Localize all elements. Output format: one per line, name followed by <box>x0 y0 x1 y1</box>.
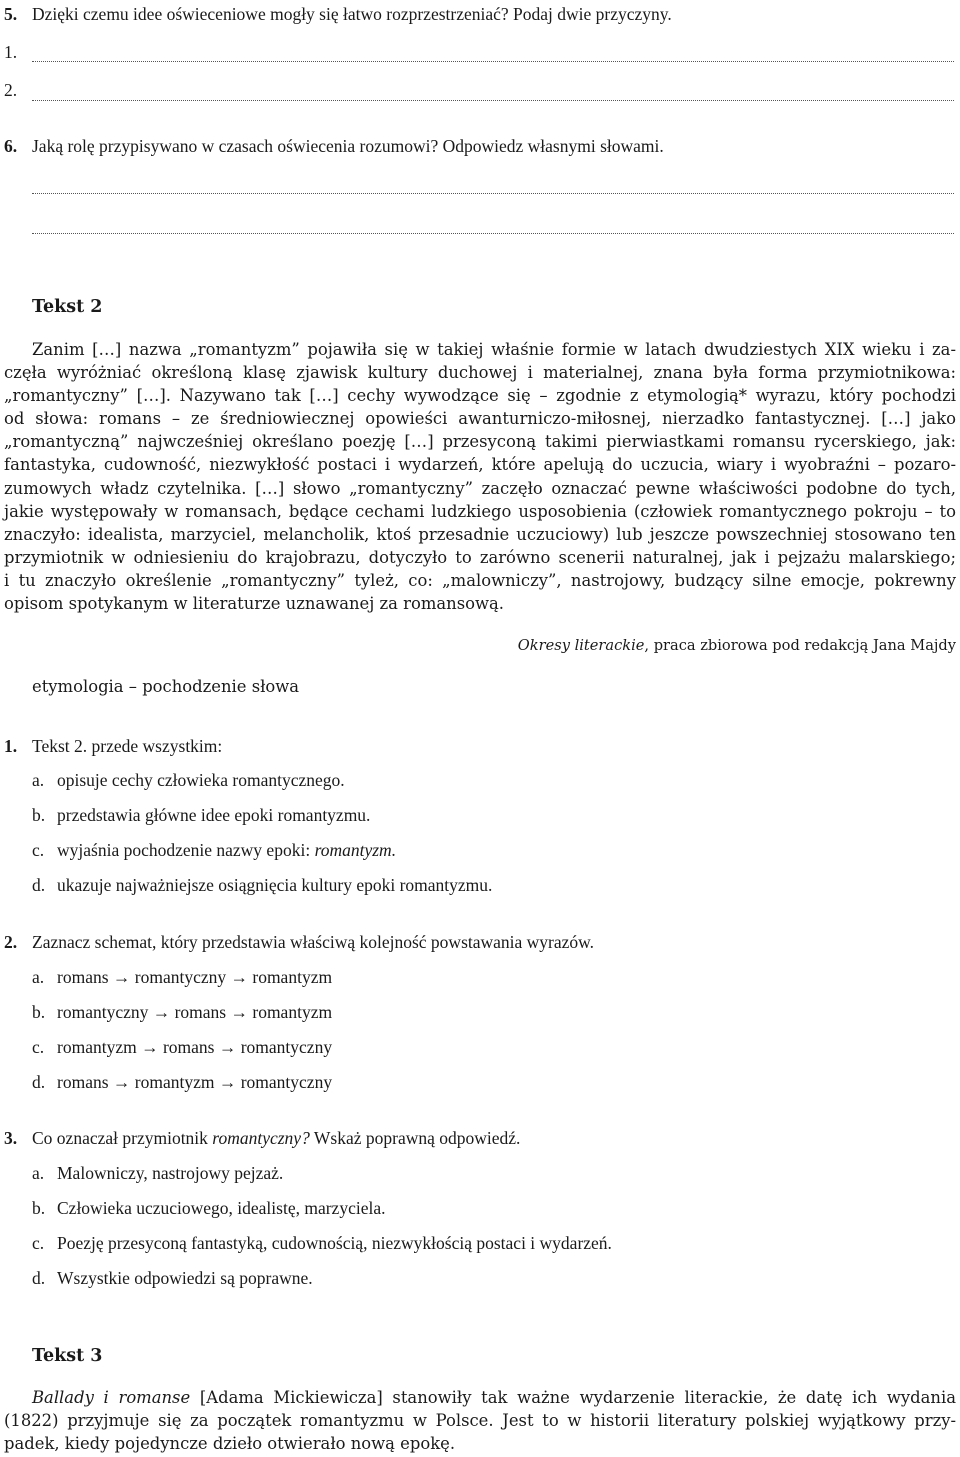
tekst3-heading: Tekst 3 <box>32 1346 103 1366</box>
option-letter[interactable]: b. <box>32 805 46 825</box>
text-line: fantastyka, cudowność, niezwykłość postaci i wydarzeń, które apelują do uczucia, wiary i wyobraźni – pozaro- <box>4 455 956 475</box>
question-3-text-italic: romantyczny? <box>212 1128 310 1148</box>
option-text[interactable]: Malowniczy, nastrojowy pejzaż. <box>57 1163 284 1183</box>
option-text[interactable]: romantyzm → romans → romantyczny <box>57 1037 333 1057</box>
option-letter[interactable]: a. <box>32 1163 45 1183</box>
option-text-italic: romantyzm. <box>314 840 397 860</box>
source-rest: , praca zbiorowa pod redakcją Jana Majdy <box>644 637 956 654</box>
option-letter[interactable]: d. <box>32 875 46 895</box>
option-letter[interactable]: a. <box>32 770 45 790</box>
text-line: przymiotnik w odniesieniu do krajobrazu, dotyczyło to zarówno scenerii naturalnej, jak i pejzażu malarskiego; <box>4 547 956 567</box>
option-letter[interactable]: c. <box>32 840 45 860</box>
q5-number: 5. <box>4 4 18 24</box>
source-citation <box>518 637 956 654</box>
tekst2-heading: Tekst 2 <box>32 297 103 317</box>
text-line: opisom spotykanym w literaturze uznawanej za romansową. <box>4 594 505 614</box>
option-letter[interactable]: b. <box>32 1198 46 1218</box>
option-letter[interactable]: b. <box>32 1002 46 1022</box>
text-line: jakie występowały w romansach, będące cechami ludzkiego usposobienia (człowiek romantycznego pokroju – to <box>4 501 956 521</box>
option-letter[interactable]: d. <box>32 1268 46 1288</box>
question-3-text-after: Wskaż poprawną odpowiedź. <box>309 1128 521 1148</box>
option-text[interactable]: romans → romantyzm → romantyczny <box>57 1072 333 1092</box>
option-text[interactable]: romantyczny → romans → romantyzm <box>57 1002 333 1022</box>
question-3-number: 3. <box>4 1128 18 1148</box>
text-line: „romantyczną” najwcześniej określano poezję […] przesyconą takimi pierwiastkami romansu rycerskiego, jak: <box>4 432 956 452</box>
question-2-text: Zaznacz schemat, który przedstawia właściwą kolejność powstawania wyrazów. <box>32 932 595 952</box>
q5-line2-label: 2. <box>4 80 18 100</box>
tekst3-italic-title: Ballady i romanse <box>32 1388 191 1407</box>
q5-text: Dzięki czemu idee oświeceniowe mogły się łatwo rozprzestrzeniać? Podaj dwie przyczyny. <box>32 4 672 24</box>
text-line: padek, kiedy pojedyncze dzieło otwierało nową epokę. <box>4 1434 456 1454</box>
source-title: Okresy literackie <box>517 637 645 654</box>
text-line: od słowa: romans – ze średniowiecznej opowieści awanturniczo-miłosnej, nierzadko fantastycznej. […] jako <box>4 409 956 429</box>
option-letter[interactable]: c. <box>32 1037 45 1057</box>
question-3-text <box>32 1128 520 1149</box>
option-text[interactable]: Wszystkie odpowiedzi są poprawne. <box>57 1268 313 1288</box>
answer-line[interactable] <box>32 100 954 101</box>
answer-line[interactable] <box>32 61 954 62</box>
q5-line1-label: 1. <box>4 42 18 62</box>
tekst3-paragraph <box>4 1386 956 1455</box>
option-text[interactable]: opisuje cechy człowieka romantycznego. <box>57 770 345 790</box>
q6-number: 6. <box>4 136 18 156</box>
option-text-plain: wyjaśnia pochodzenie nazwy epoki: <box>57 840 315 860</box>
option-text[interactable]: Człowieka uczuciowego, idealistę, marzyciela. <box>57 1198 386 1218</box>
option-text[interactable]: ukazuje najważniejsze osiągnięcia kultury epoki romantyzmu. <box>57 875 493 895</box>
answer-line[interactable] <box>32 193 954 194</box>
q6-text: Jaką rolę przypisywano w czasach oświecenia rozumowi? Odpowiedz własnymi słowami. <box>32 136 664 156</box>
option-text[interactable]: Poezję przesyconą fantastyką, cudownością, niezwykłością postaci i wydarzeń. <box>57 1233 612 1253</box>
tekst2-paragraph <box>4 338 956 615</box>
option-letter[interactable]: a. <box>32 967 45 987</box>
answer-line[interactable] <box>32 233 954 234</box>
question-2-number: 2. <box>4 932 18 952</box>
text-line <box>4 1386 956 1409</box>
option-text[interactable]: przedstawia główne idee epoki romantyzmu. <box>57 805 371 825</box>
option-text[interactable] <box>57 840 396 861</box>
question-1-text: Tekst 2. przede wszystkim: <box>32 736 223 756</box>
text-line-rest: [Adama Mickiewicza] stanowiły tak ważne wydarzenie literackie, że datę ich wydania <box>190 1388 956 1407</box>
text-line: znaczyło: idealista, marzyciel, melancholik, ktoś przesadnie uczuciowy) lub jeszcze powszechniej stosowano ten <box>4 524 956 544</box>
text-line: zumowych władz czytelnika. […] słowo „romantyczny” zaczęło oznaczać pewne właściwości podobne do tych, <box>4 478 956 498</box>
question-1-number: 1. <box>4 736 18 756</box>
footnote: etymologia – pochodzenie słowa <box>32 677 300 696</box>
option-letter[interactable]: d. <box>32 1072 46 1092</box>
text-line: częła wyróżniać określoną klasę zjawisk kultury duchowej i materialnej, znana była forma przymiotnikowa: <box>4 363 956 383</box>
option-letter[interactable]: c. <box>32 1233 45 1253</box>
text-line: Zanim […] nazwa „romantyzm” pojawiła się w takiej właśnie formie w latach dwudziestych XIX wieku i za- <box>32 340 956 359</box>
text-line: „romantyczny” […]. Nazywano tak […] cechy wywodzące się – zgodnie z etymologią* wyrazu, który pochodzi <box>4 386 956 406</box>
text-line: i tu znaczyło określenie „romantyczny” tyleż, co: „malowniczy”, nastrojowy, budzący silne emocje, pokrewny <box>4 570 956 590</box>
option-text[interactable]: romans → romantyczny → romantyzm <box>57 967 333 987</box>
question-3-text-before: Co oznaczał przymiotnik <box>32 1128 213 1148</box>
text-line: (1822) przyjmuje się za początek romantyzmu w Polsce. Jest to w historii literatury polskiej wyjątkowy przy- <box>4 1411 956 1431</box>
